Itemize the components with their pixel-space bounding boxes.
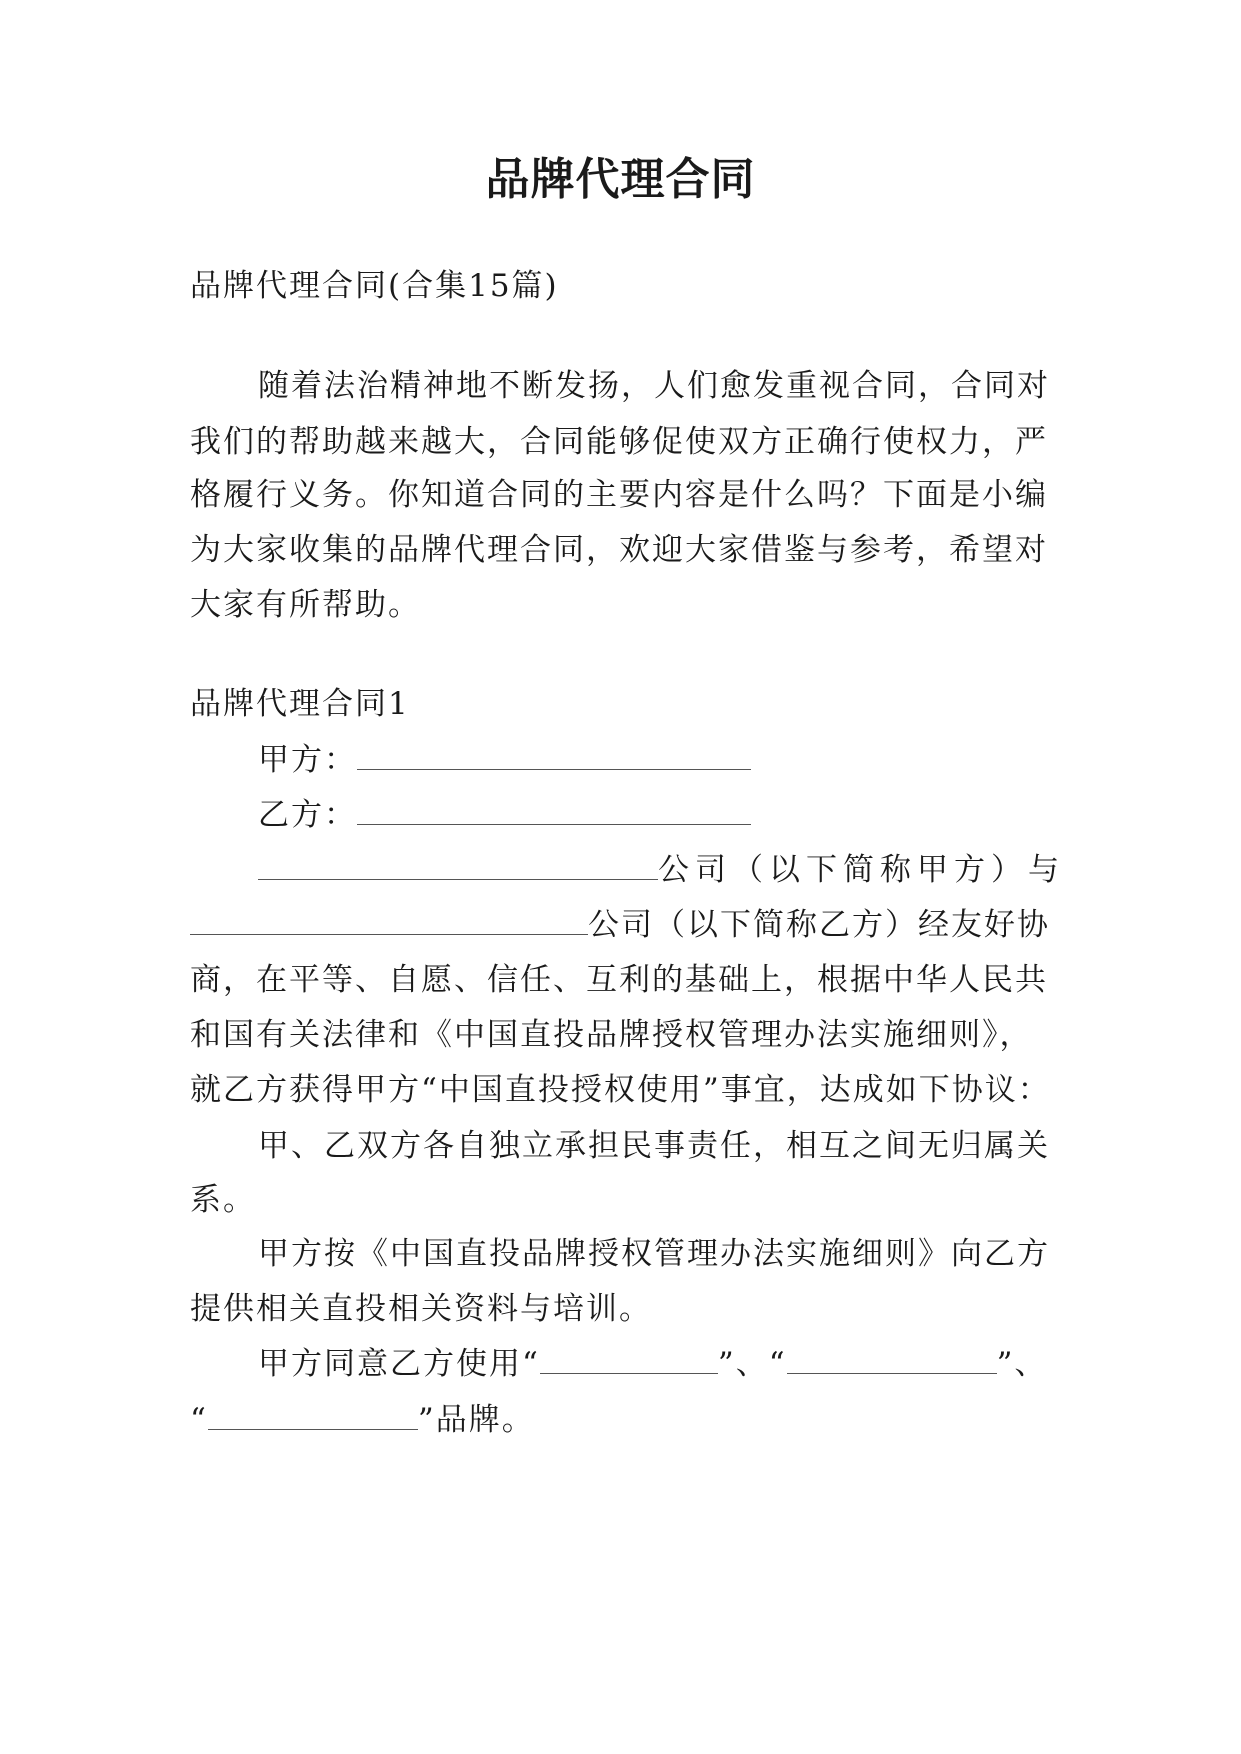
clause-3-line-1 — [258, 1344, 1047, 1384]
intro-line-5: 大家有所帮助。 — [190, 587, 421, 623]
body-line-3: 就乙方获得甲方“中国直投授权使用”事宜，达成如下协议： — [190, 1072, 1051, 1108]
company-b-text: 公司（以下简称乙方）经友好协 — [588, 907, 1050, 943]
party-a-row — [258, 740, 751, 780]
section-heading: 品牌代理合同1 — [190, 686, 410, 722]
intro-line-1: 随着法治精神地不断发扬，人们愈发重视合同，合同对 — [258, 368, 1050, 404]
body-line-1: 商，在平等、自愿、信任、互利的基础上，根据中华人民共 — [190, 962, 1048, 998]
company-a-text: 公司（以下简称甲方）与 — [658, 852, 1065, 888]
intro-line-4: 为大家收集的品牌代理合同，欢迎大家借鉴与参考，希望对 — [190, 532, 1048, 568]
clause-3-prefix: 甲方同意乙方使用“ — [258, 1346, 540, 1382]
party-b-label: 乙方： — [258, 797, 357, 833]
clause-3-line-2 — [190, 1400, 535, 1440]
party-a-blank — [357, 745, 751, 770]
clause-3-line2-suffix: ”品牌。 — [417, 1402, 535, 1438]
clause-3-sep-2: ”、 — [996, 1346, 1048, 1382]
clause-2-line-1: 甲方按《中国直投品牌授权管理办法实施细则》向乙方 — [258, 1236, 1050, 1272]
party-b-blank — [357, 800, 751, 825]
company-b-row — [190, 905, 1050, 945]
document-subtitle: 品牌代理合同(合集15篇) — [190, 268, 559, 304]
clause-1-line-1: 甲、乙双方各自独立承担民事责任，相互之间无归属关 — [258, 1128, 1050, 1164]
company-a-row — [258, 850, 1065, 890]
clause-1-line-2: 系。 — [190, 1182, 256, 1218]
company-a-blank — [258, 855, 658, 880]
intro-line-3: 格履行义务。你知道合同的主要内容是什么吗？下面是小编 — [190, 477, 1048, 513]
clause-3-sep-1: ”、“ — [717, 1346, 787, 1382]
company-b-blank — [190, 910, 588, 935]
body-line-2: 和国有关法律和《中国直投品牌授权管理办法实施细则》， — [190, 1017, 1033, 1053]
brand-blank-1 — [540, 1349, 718, 1374]
party-b-row — [258, 795, 751, 835]
document-title: 品牌代理合同 — [485, 154, 756, 205]
intro-line-2: 我们的帮助越来越大，合同能够促使双方正确行使权力，严 — [190, 424, 1048, 460]
brand-blank-3 — [208, 1405, 418, 1430]
clause-2-line-2: 提供相关直投相关资料与培训。 — [190, 1291, 652, 1327]
clause-3-line2-prefix: “ — [190, 1402, 208, 1438]
brand-blank-2 — [787, 1349, 997, 1374]
party-a-label: 甲方： — [258, 742, 357, 778]
